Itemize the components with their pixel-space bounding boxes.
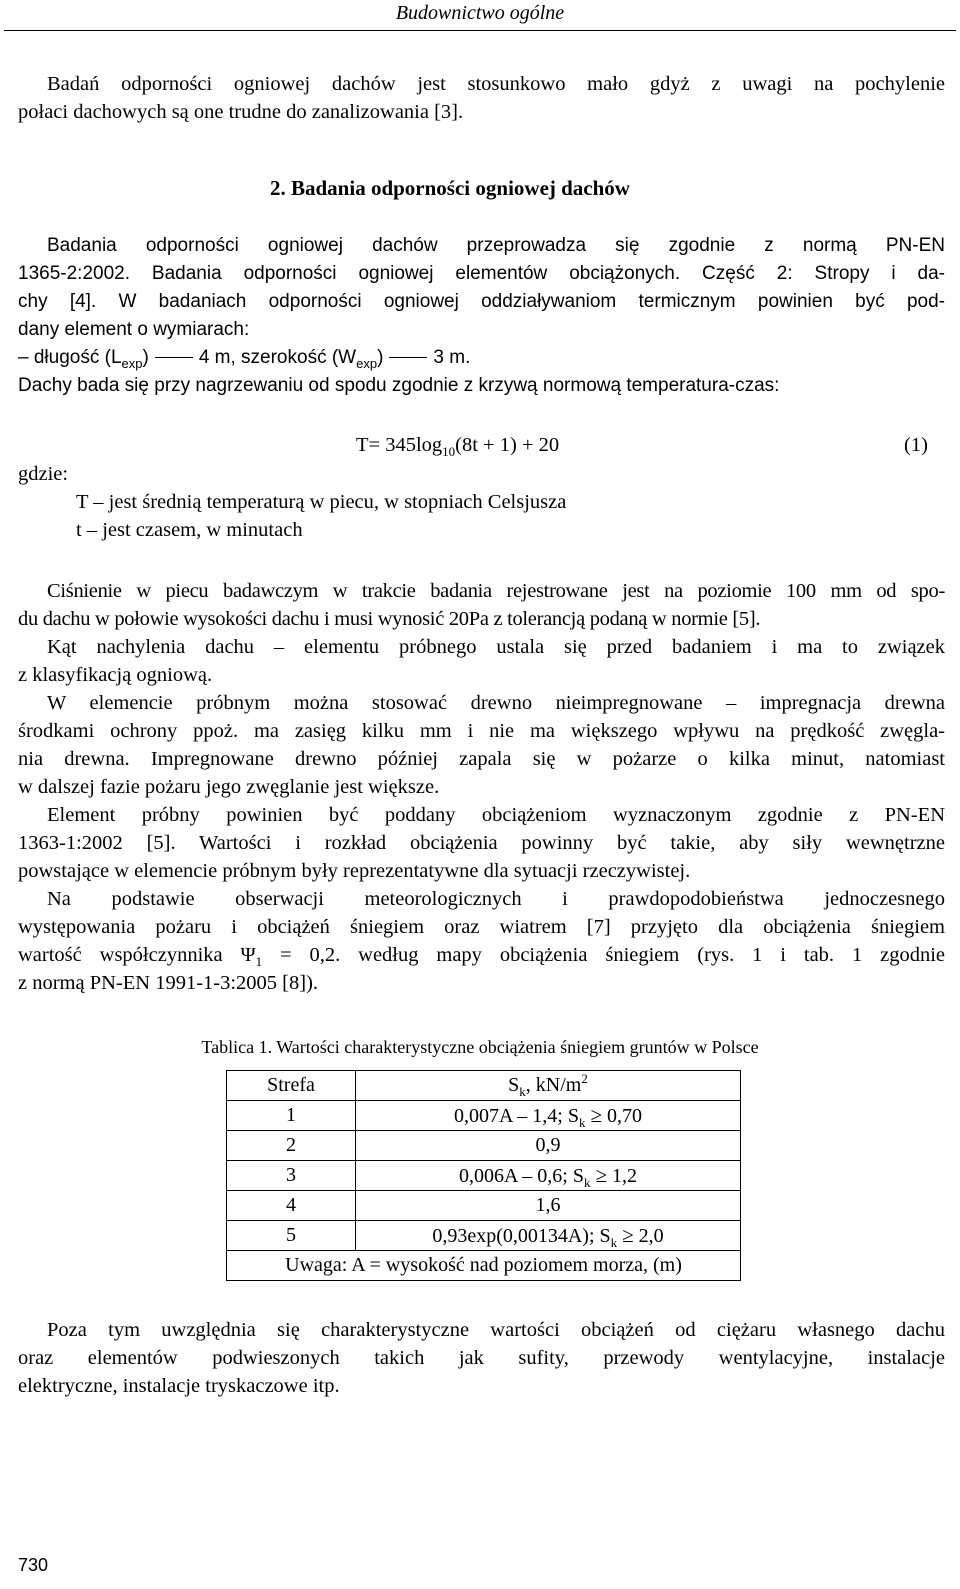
zone-cell: 3 [227,1161,356,1191]
header-text: S [508,1074,520,1096]
zone-cell: 4 [227,1191,356,1221]
value-text: 2,0 [633,1225,664,1247]
header-rule [4,30,956,31]
value-text: 1,2 [607,1165,638,1187]
test-method-paragraph [18,232,945,400]
body-line: nia drewna. Impregnowane drewno później zapala się w pożarze o kilka minut, natomiast [18,748,945,770]
body-line: 1363-1:2002 [5]. Wartości i rozkład obciążenia powinny być takie, aby siły wewnętrzne [18,832,945,854]
equation [356,434,559,457]
where-label: gdzie: [18,463,69,485]
page-number: 730 [18,1555,49,1575]
psi-subscript: 1 [255,954,263,969]
body-line: środkami ochrony ppoż. ma zasięg kilku mm i nie ma większego wpływu na prędkość zwęgla- [18,720,945,742]
table-note-row [227,1251,741,1281]
equation-rhs: (8t + 1) + 20 [455,434,560,456]
value-cell: 1,6 [356,1191,741,1221]
body-text [18,577,945,997]
geq-symbol: ≥ [595,1163,608,1187]
table-caption: Tablica 1. Wartości charakterystyczne obciążenia śniegiem gruntów w Polsce [201,1037,759,1057]
para-line: dany element o wymiarach: [18,319,250,340]
value-cell [356,1101,741,1131]
where-item: t – jest czasem, w minutach [76,519,303,541]
dim-text: – długość (L [18,347,122,368]
intro-line: połaci dachowych są one trudne do zanalizowania [3]. [18,101,464,123]
geq-symbol: ≥ [622,1223,634,1247]
body-text-run: wartość współczynnika Ψ [18,944,256,966]
table-row [227,1191,741,1221]
equation-number: (1) [904,434,928,456]
closing-line: oraz elementów podwieszonych takich jak sufity, przewody wentylacyjne, instalacje [18,1347,945,1369]
value-cell [356,1161,741,1191]
value-text: 0,007A – 1,4; S [453,1105,579,1127]
closing-line: elektryczne, instalacje tryskaczowe itp. [18,1375,340,1397]
body-line: w dalszej fazie pożaru jego zwęglanie jest większe. [18,776,440,798]
body-line: Kąt nachylenia dachu – elementu próbnego ustala się przed badaniem i ma to związek [47,636,945,658]
table-note: Uwaga: A = wysokość nad poziomem morza, (m) [227,1251,741,1281]
table-row [227,1101,741,1131]
header-text: , kN/m [525,1074,582,1096]
zone-cell: 5 [227,1221,356,1251]
value-cell: 0,9 [356,1131,741,1161]
body-line: Ciśnienie w piecu badawczym w trakcie badania rejestrowane jest na poziomie 100 mm od spo- [47,580,945,602]
closing-line: Poza tym uwzględnia się charakterystyczne wartości obciążeń od ciężaru własnego dachu [47,1319,945,1341]
body-line: z normą PN-EN 1991-1-3:2005 [8]). [18,972,319,994]
header-superscript: 2 [581,1071,588,1086]
geq-symbol: ≥ [590,1103,603,1127]
dash-symbol [389,357,427,358]
body-line [18,941,945,969]
closing-paragraph [18,1316,945,1400]
body-line: Na podstawie obserwacji meteorologicznych i prawdopodobieństwa jednoczesnego [47,888,945,910]
value-text: 0,70 [602,1105,643,1127]
dim-subscript: exp [121,356,143,371]
zone-cell: 2 [227,1131,356,1161]
where-item: T – jest średnią temperaturą w piecu, w stopniach Celsjusza [76,491,567,513]
dim-text: ) [377,347,384,368]
value-subscript: k [584,1175,591,1190]
equation-subscript: 10 [442,444,456,459]
section-heading: 2. Badania odporności ogniowej dachów [270,176,630,200]
dim-subscript: exp [356,356,378,371]
table-header-row [227,1071,741,1101]
header-cell-load [356,1071,741,1101]
intro-line: Badań odporności ogniowej dachów jest stosunkowo mało gdyż z uwagi na pochylenie [47,73,945,95]
body-line: du dachu w połowie wysokości dachu i musi wynosić 20Pa z tolerancją podaną w normie [5]. [18,608,761,630]
body-line: Element próbny powinien być poddany obciążeniom wyznaczonym zgodnie z PN-EN [47,804,945,826]
table-row [227,1221,741,1251]
intro-paragraph [18,70,945,126]
value-subscript: k [610,1235,618,1250]
dash-symbol [155,357,193,358]
value-text: 0,006A – 0,6; S [458,1165,584,1187]
body-line: W elemencie próbnym można stosować drewno nieimpregnowane – impregnacja drewna [47,692,945,714]
body-text-run: = 0,2. według mapy obciążenia śniegiem (rys. 1 i tab. 1 zgodnie [262,944,945,966]
para-line: Badania odporności ogniowej dachów przeprowadza się zgodnie z normą PN-EN [47,235,945,256]
snow-load-table [226,1070,741,1281]
para-line: chy [4]. W badaniach odporności ogniowej oddziaływaniom termicznym powinien być pod- [18,291,945,312]
body-line: powstające w elemencie próbnym były reprezentatywne dla sytuacji rzeczywistej. [18,860,691,882]
body-line: występowania pożaru i obciążeń śniegiem oraz wiatrem [7] przyjęto dla obciążenia śniegiem [18,916,945,938]
para-line: Dachy bada się przy nagrzewaniu od spodu zgodnie z krzywą normową temperatura-czas: [18,375,780,396]
body-line: z klasyfikacją ogniową. [18,664,213,686]
value-cell [356,1221,741,1251]
equation-lhs: T= 345log [356,434,443,456]
header-subscript: k [519,1084,526,1099]
where-list [18,460,945,544]
table-row [227,1131,741,1161]
para-line: 1365-2:2002. Badania odporności ogniowej elementów obciążonych. Część 2: Stropy i da- [18,263,945,284]
dim-text: 4 m, szerokość (W [198,347,357,368]
value-text: 0,93exp(0,00134A); S [432,1225,611,1247]
running-header: Budownictwo ogólne [395,2,565,24]
dimensions-line [18,344,945,372]
table-row [227,1161,741,1191]
value-subscript: k [579,1115,586,1130]
dim-text: ) [142,347,149,368]
header-cell-zone: Strefa [227,1071,356,1101]
dim-text: 3 m. [433,347,471,368]
zone-cell: 1 [227,1101,356,1131]
